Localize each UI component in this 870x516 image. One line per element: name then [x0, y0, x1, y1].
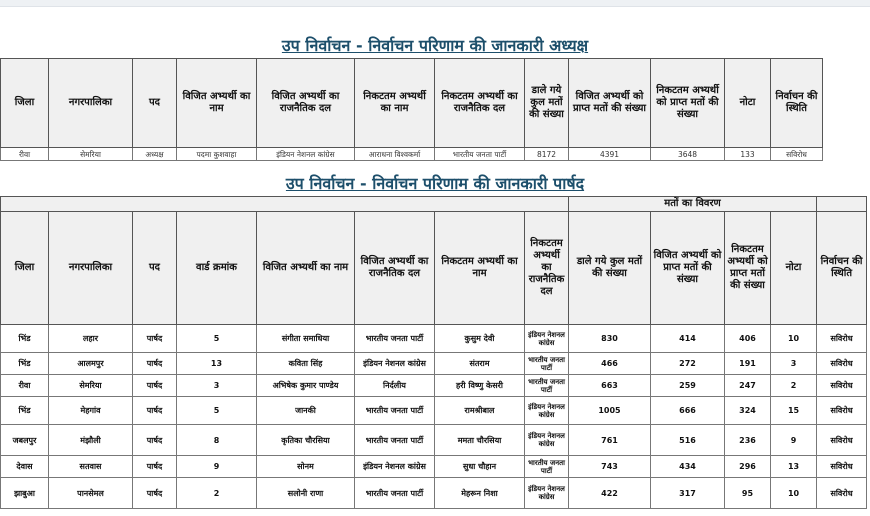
table-cell: भिंड: [1, 353, 49, 375]
column-header: जिला: [1, 59, 49, 148]
table-cell: पानसेमल: [49, 478, 133, 509]
column-header: निकटतम अभ्यर्थी का राजनैतिक दल: [525, 212, 569, 325]
table-cell: रीवा: [1, 375, 49, 397]
table-cell: 8172: [525, 148, 569, 161]
table-cell: 406: [725, 325, 771, 353]
column-header: डाले गये कुल मतों की संख्या: [525, 59, 569, 148]
column-header: पद: [133, 212, 177, 325]
table-row: [1, 397, 867, 425]
table-cell: 2: [771, 375, 817, 397]
column-header: वार्ड क्रमांक: [177, 212, 257, 325]
table-cell: 434: [651, 456, 725, 478]
table-row: [1, 456, 867, 478]
table-cell: सविरोध: [771, 148, 823, 161]
table-cell: आराधना विश्वकर्मा: [355, 148, 435, 161]
table-cell: 466: [569, 353, 651, 375]
column-header: पद: [133, 59, 177, 148]
table-row: [1, 375, 867, 397]
table-cell: 422: [569, 478, 651, 509]
table-cell: 666: [651, 397, 725, 425]
table-cell: जानकी: [257, 397, 355, 425]
table-cell: पार्षद: [133, 375, 177, 397]
table-cell: सविरोध: [817, 425, 867, 456]
councillor-results-table: [0, 196, 867, 509]
table-cell: मंझौली: [49, 425, 133, 456]
table-cell: कृतिका चौरसिया: [257, 425, 355, 456]
president-results-title: उप निर्वाचन - निर्वाचन परिणाम की जानकारी अध्यक्ष: [281, 36, 589, 55]
column-header: निकटतम अभ्यर्थी को प्राप्त मतों की संख्या: [725, 212, 771, 325]
table-cell: सविरोध: [817, 478, 867, 509]
table-cell: इंडियन नेशनल कांग्रेस: [525, 325, 569, 353]
table-cell: इंडियन नेशनल कांग्रेस: [525, 397, 569, 425]
table-cell: अध्यक्ष: [133, 148, 177, 161]
table-cell: कविता सिंह: [257, 353, 355, 375]
table-cell: भारतीय जनता पार्टी: [355, 425, 435, 456]
table-cell: कुसुम देवी: [435, 325, 525, 353]
table-cell: 5: [177, 325, 257, 353]
column-header: नगरपालिका: [49, 59, 133, 148]
table-cell: इंडियन नेशनल कांग्रेस: [257, 148, 355, 161]
table-cell: 4391: [569, 148, 651, 161]
table-cell: 1005: [569, 397, 651, 425]
table-cell: मेहगांव: [49, 397, 133, 425]
table-cell: 247: [725, 375, 771, 397]
table-cell: 743: [569, 456, 651, 478]
table-cell: 133: [725, 148, 771, 161]
councillor-results-title: उप निर्वाचन - निर्वाचन परिणाम की जानकारी पार्षद: [285, 174, 585, 193]
table-row: [1, 478, 867, 509]
table-cell: भारतीय जनता पार्टी: [525, 375, 569, 397]
column-header: विजित अभ्यर्थी का राजनैतिक दल: [257, 59, 355, 148]
table-cell: 663: [569, 375, 651, 397]
table-cell: पार्षद: [133, 478, 177, 509]
table-cell: निर्दलीय: [355, 375, 435, 397]
table-cell: 259: [651, 375, 725, 397]
column-header: विजित अभ्यर्थी का नाम: [177, 59, 257, 148]
table-cell: संतराम: [435, 353, 525, 375]
table-row: [1, 325, 867, 353]
table-cell: 13: [177, 353, 257, 375]
table-cell: ममता चौरसिया: [435, 425, 525, 456]
table-cell: 9: [177, 456, 257, 478]
column-header: निकटतम अभ्यर्थी का नाम: [355, 59, 435, 148]
table-cell: झाबुआ: [1, 478, 49, 509]
column-header: नोटा: [725, 59, 771, 148]
table-row: [1, 425, 867, 456]
councillor-group-header-row: [1, 197, 867, 212]
table-row: [1, 353, 867, 375]
table-cell: सतवास: [49, 456, 133, 478]
table-cell: देवास: [1, 456, 49, 478]
table-cell: रीवा: [1, 148, 49, 161]
table-cell: सोनम: [257, 456, 355, 478]
column-header: नगरपालिका: [49, 212, 133, 325]
table-cell: 3648: [651, 148, 725, 161]
table-cell: 761: [569, 425, 651, 456]
column-header: नोटा: [771, 212, 817, 325]
column-header: विजित अभ्यर्थी को प्राप्त मतों की संख्या: [569, 59, 651, 148]
table-cell: पार्षद: [133, 425, 177, 456]
table-cell: भारतीय जनता पार्टी: [525, 456, 569, 478]
table-cell: 3: [177, 375, 257, 397]
table-cell: 272: [651, 353, 725, 375]
table-cell: सविरोध: [817, 397, 867, 425]
table-cell: भारतीय जनता पार्टी: [355, 397, 435, 425]
table-cell: भिंड: [1, 325, 49, 353]
column-header: विजित अभ्यर्थी का राजनैतिक दल: [355, 212, 435, 325]
table-cell: 2: [177, 478, 257, 509]
column-header: निर्वाचन की स्थिति: [771, 59, 823, 148]
table-cell: सेमरिया: [49, 148, 133, 161]
table-cell: लहार: [49, 325, 133, 353]
table-cell: पार्षद: [133, 456, 177, 478]
table-cell: 10: [771, 325, 817, 353]
column-header: डाले गये कुल मतों की संख्या: [569, 212, 651, 325]
table-cell: भिंड: [1, 397, 49, 425]
table-cell: 830: [569, 325, 651, 353]
column-header: निकटतम अभ्यर्थी का राजनैतिक दल: [435, 59, 525, 148]
table-cell: सविरोध: [817, 325, 867, 353]
table-cell: सविरोध: [817, 375, 867, 397]
column-header: विजित अभ्यर्थी का नाम: [257, 212, 355, 325]
table-cell: इंडियन नेशनल कांग्रेस: [525, 478, 569, 509]
column-header: निकटतम अभ्यर्थी को प्राप्त मतों की संख्या: [651, 59, 725, 148]
table-cell: मेहरून निशा: [435, 478, 525, 509]
table-cell: 8: [177, 425, 257, 456]
table-cell: संगीता समाधिया: [257, 325, 355, 353]
table-cell: 324: [725, 397, 771, 425]
table-cell: 13: [771, 456, 817, 478]
table-cell: 236: [725, 425, 771, 456]
table-cell: 95: [725, 478, 771, 509]
table-cell: आलमपुर: [49, 353, 133, 375]
table-cell: रामश्रीबाल: [435, 397, 525, 425]
table-cell: भारतीय जनता पार्टी: [355, 478, 435, 509]
table-cell: पार्षद: [133, 397, 177, 425]
table-cell: 5: [177, 397, 257, 425]
table-cell: सविरोध: [817, 456, 867, 478]
group-header-spacer: [1, 197, 569, 212]
table-cell: 3: [771, 353, 817, 375]
table-cell: सविरोध: [817, 353, 867, 375]
page-top-border: [0, 0, 870, 7]
table-cell: 10: [771, 478, 817, 509]
table-cell: 15: [771, 397, 817, 425]
column-header: निकटतम अभ्यर्थी का नाम: [435, 212, 525, 325]
table-cell: भारतीय जनता पार्टी: [525, 353, 569, 375]
column-header: निर्वाचन की स्थिति: [817, 212, 867, 325]
table-cell: भारतीय जनता पार्टी: [435, 148, 525, 161]
table-cell: सेमरिया: [49, 375, 133, 397]
table-cell: भारतीय जनता पार्टी: [355, 325, 435, 353]
table-cell: सुधा चौहान: [435, 456, 525, 478]
president-results-table: [0, 58, 823, 161]
table-cell: हरी विष्णु केसरी: [435, 375, 525, 397]
table-cell: 317: [651, 478, 725, 509]
table-cell: 516: [651, 425, 725, 456]
column-header: विजित अभ्यर्थी को प्राप्त मतों की संख्या: [651, 212, 725, 325]
table-cell: इंडियन नेशनल कांग्रेस: [355, 353, 435, 375]
table-cell: सलोनी राणा: [257, 478, 355, 509]
table-row: [1, 148, 823, 161]
councillor-header-row: [1, 212, 867, 325]
table-cell: 414: [651, 325, 725, 353]
table-cell: 191: [725, 353, 771, 375]
table-cell: पदमा कुशवाहा: [177, 148, 257, 161]
table-cell: अभिषेक कुमार पाण्डेय: [257, 375, 355, 397]
table-cell: 296: [725, 456, 771, 478]
column-header: जिला: [1, 212, 49, 325]
president-header-row: [1, 59, 823, 148]
table-cell: 9: [771, 425, 817, 456]
table-cell: इंडियन नेशनल कांग्रेस: [355, 456, 435, 478]
table-cell: जबलपुर: [1, 425, 49, 456]
table-cell: पार्षद: [133, 353, 177, 375]
table-cell: पार्षद: [133, 325, 177, 353]
table-cell: इंडियन नेशनल कांग्रेस: [525, 425, 569, 456]
votes-details-group-header: मतों का विवरण: [569, 197, 817, 212]
group-header-spacer-end: [817, 197, 867, 212]
